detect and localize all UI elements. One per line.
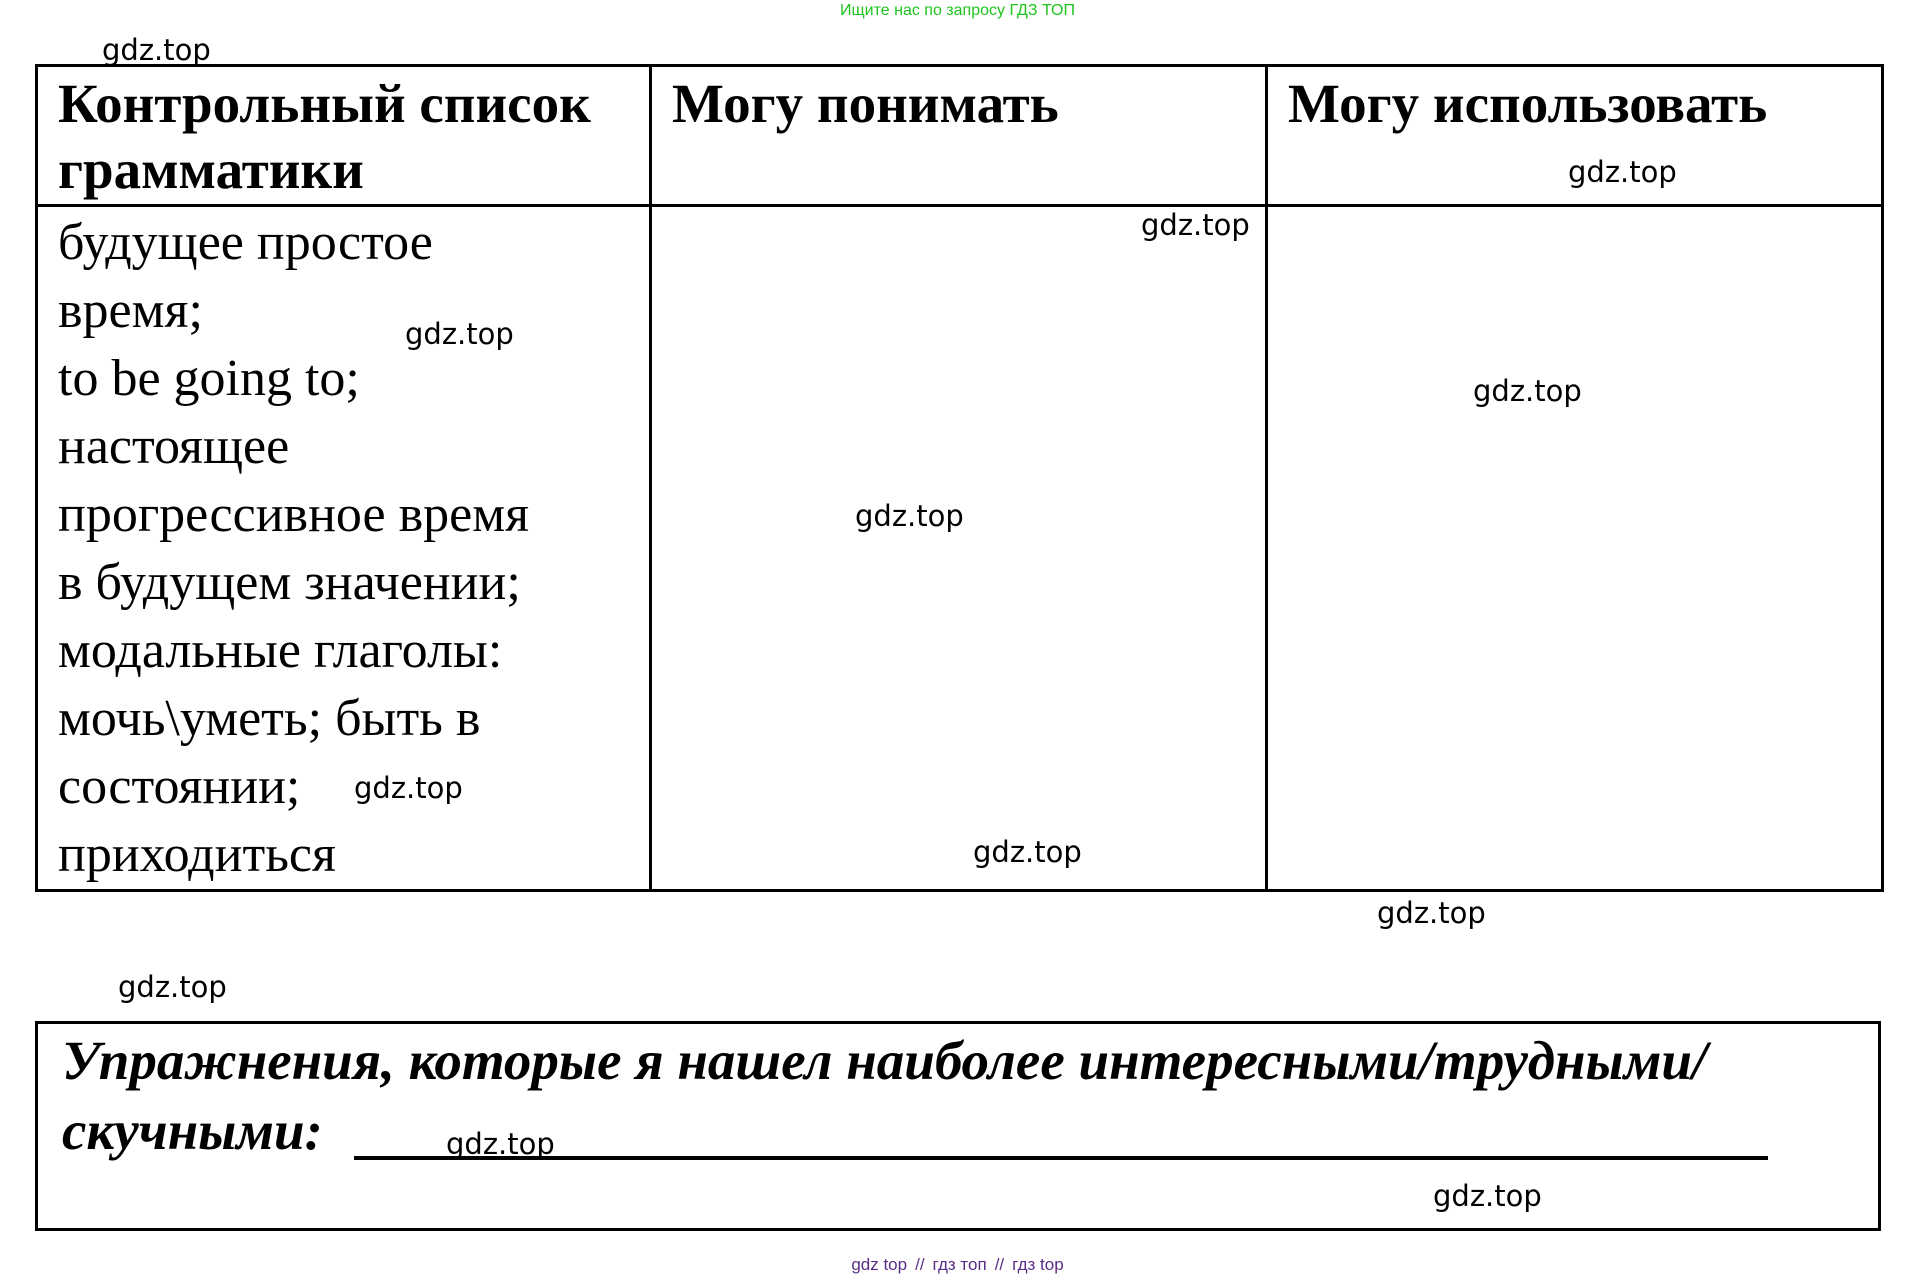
watermark: gdz.top — [855, 499, 964, 533]
watermark: gdz.top — [405, 317, 514, 351]
table-row — [37, 206, 1883, 891]
watermark: gdz.top — [1473, 374, 1582, 408]
footer-link[interactable]: гдз топ — [932, 1255, 987, 1274]
can-use-cell[interactable] — [1267, 206, 1883, 891]
footer-links — [0, 1256, 1915, 1273]
grammar-list-cell — [37, 206, 651, 891]
grammar-line: модальные глаголы: — [58, 622, 503, 679]
grammar-line: прогрессивное время — [58, 486, 530, 543]
can-understand-cell[interactable] — [651, 206, 1267, 891]
grammar-line: в будущем значении; — [58, 554, 521, 611]
watermark: gdz.top — [1433, 1179, 1542, 1213]
footer-separator: // — [994, 1255, 1005, 1274]
top-banner[interactable]: Ищите нас по запросу ГДЗ ТОП — [840, 2, 1075, 19]
watermark: gdz.top — [1377, 896, 1486, 930]
footer-link[interactable]: гдз top — [1012, 1255, 1064, 1274]
header-can-understand: Могу понимать — [651, 66, 1267, 206]
grammar-line: мочь\уметь; быть в — [58, 690, 481, 747]
watermark: gdz.top — [1568, 155, 1677, 189]
exercises-label: Упражнения, которые я нашел наиболее интересными/трудными/ скучными: — [62, 1030, 1708, 1161]
grammar-line: время; — [58, 282, 203, 339]
grammar-line: настоящее — [58, 418, 290, 475]
answer-line[interactable] — [354, 1156, 1768, 1160]
exercises-box — [35, 1021, 1881, 1231]
header-grammar-checklist: Контрольный список грамматики — [37, 66, 651, 206]
footer-link[interactable]: gdz top — [851, 1255, 908, 1274]
grammar-line: to be going to; — [58, 350, 360, 407]
watermark: gdz.top — [973, 835, 1082, 869]
header-can-use: Могу использовать — [1267, 66, 1883, 206]
watermark: gdz.top — [446, 1127, 555, 1161]
footer-separator: // — [915, 1255, 925, 1274]
grammar-line: состоянии; — [58, 758, 301, 815]
grammar-line: приходиться — [58, 826, 336, 883]
grammar-line: будущее простое — [58, 214, 433, 271]
watermark: gdz.top — [102, 33, 211, 67]
watermark: gdz.top — [354, 771, 463, 805]
watermark: gdz.top — [118, 970, 227, 1004]
watermark: gdz.top — [1141, 208, 1250, 242]
